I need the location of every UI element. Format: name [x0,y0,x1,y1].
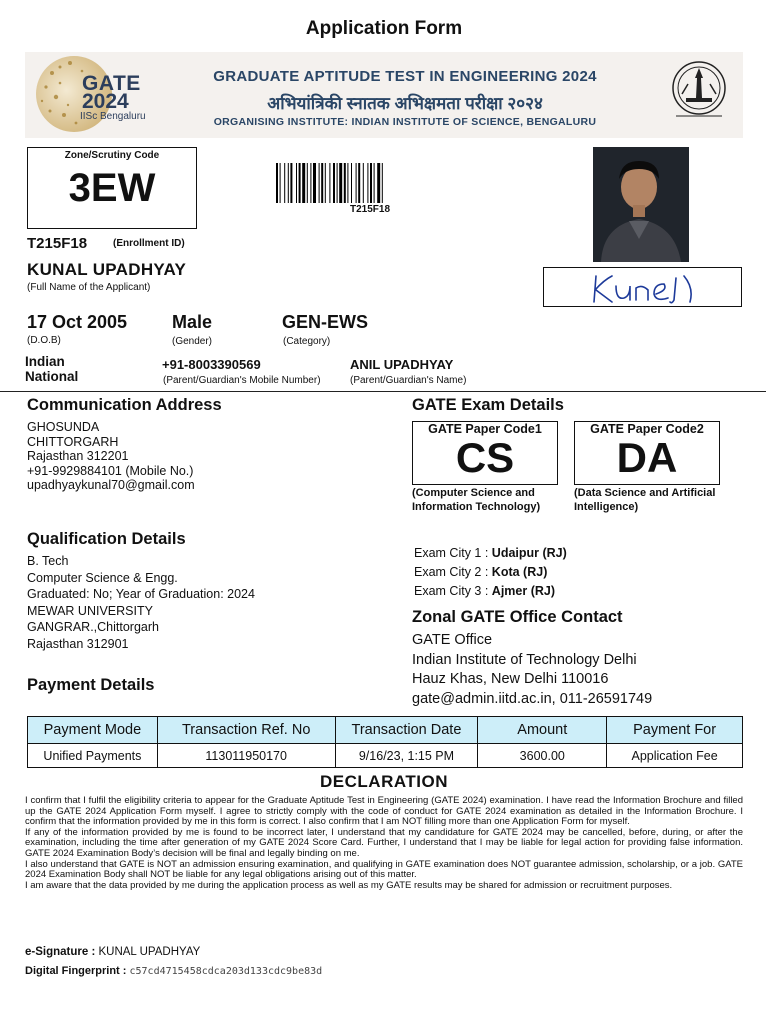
gate-logo-year: 2024 [82,90,129,113]
enrollment-id-label: (Enrollment ID) [113,238,185,249]
applicant-name-label: (Full Name of the Applicant) [27,282,151,293]
exam-city-label: Exam City 1 : [414,546,492,560]
applicant-name: KUNAL UPADHYAY [27,260,187,279]
declaration-paragraph: I confirm that I fulfil the eligibility criteria to appear for the Graduate Aptitude Test in Engineering (GATE 2024) examination. I have read the Information Brochure and filled up the GATE 2024 Application Form myself. I agree to strictly comply with the code of conduct for GATE 2024 examination as detailed in the Information Brochure. I confirm that the information provided by me in this form is correct. I also confirm that I am NOT filling more than one Application Form for myself. [25,795,743,828]
table-row [28,744,743,768]
declaration-paragraph: I also understand that GATE is NOT an admission ensuring examination, and qualifying in GATE examination does NOT guarantee admission, scholarship, or a job. GATE 2024 Examination Body shall NOT be liable for any legal obligations arising out of this matter. [25,858,743,881]
iisc-emblem-icon [664,58,734,122]
exam-city-value: Kota (RJ) [491,565,548,579]
communication-address [27,420,195,493]
nationality [25,354,78,384]
guardian-mobile: +91-8003390569 [162,357,261,372]
zonal-email-phone: gate@admin.iitd.ac.in, 011-26591749 [412,690,653,707]
column-header: Transaction Ref. No [157,717,335,744]
payment-heading: Payment Details [27,676,155,694]
address-line: CHITTORGARH [27,434,119,449]
exam-city-3 [414,582,567,601]
guardian-name-label: (Parent/Guardian's Name) [350,375,467,386]
column-header: Payment For [607,717,743,744]
exam-city-value: Udaipur (RJ) [491,546,567,560]
address-line: GHOSUNDA [27,420,100,434]
zone-code-value: 3EW [68,166,156,210]
column-header: Payment Mode [28,717,158,744]
header-organiser: ORGANISING INSTITUTE: INDIAN INSTITUTE OF SCIENCE, BENGALURU [213,116,597,128]
category-value: GEN-EWS [282,312,369,332]
zonal-office-contact [412,631,652,709]
paper-code1-description [412,487,540,514]
dob-value: 17 Oct 2005 [27,312,128,332]
signature-box [543,267,742,307]
qualification-line: Rajasthan 312901 [27,636,129,651]
address-email: upadhyaykunal70@gmail.com [27,478,195,492]
exam-city-label: Exam City 2 : [414,565,492,579]
qualification-line: Graduated: No; Year of Graduation: 2024 [27,587,255,601]
digital-fingerprint-value: c57cd4715458cdca203d133cdc9be83d [129,966,323,977]
payment-table [27,716,743,768]
header-title-english: GRADUATE APTITUDE TEST IN ENGINEERING 2024 [213,68,597,85]
payment-table-header [28,717,743,744]
paper-code2-desc-line: Intelligence) [574,500,639,513]
qualification-details [27,553,255,652]
column-header: Amount [478,717,607,744]
e-signature-label: e-Signature : [25,946,99,958]
zonal-line: Hauz Khas, New Delhi 110016 [412,671,609,687]
gender-label: (Gender) [172,336,213,347]
gate-exam-heading: GATE Exam Details [412,396,564,414]
qualification-line: MEWAR UNIVERSITY [27,603,153,618]
digital-fingerprint-label: Digital Fingerprint : [25,965,130,977]
section-divider [0,391,766,392]
address-mobile: +91-9929884101 (Mobile No.) [27,463,194,478]
transaction-date-cell: 9/16/23, 1:15 PM [335,744,478,768]
barcode-icon [276,163,464,203]
header-title-hindi: अभियांत्रिकी स्नातक अभिक्षमता परीक्षा २०२४ [267,94,543,113]
transaction-ref-cell: 113011950170 [157,744,335,768]
guardian-name: ANIL UPADHYAY [350,357,454,372]
zonal-line: Indian Institute of Technology Delhi [412,651,637,668]
qualification-line: B. Tech [27,554,69,568]
paper-code2-description [574,487,715,514]
paper-code2-desc-line: (Data Science and Artificial [574,487,716,499]
exam-city-2 [414,563,567,582]
paper-code1-desc-line: (Computer Science and [412,487,535,499]
payment-for-cell: Application Fee [607,744,743,768]
declaration-heading: DECLARATION [320,772,448,791]
nationality-line1: Indian [25,354,65,369]
communication-heading: Communication Address [27,396,222,414]
declaration-paragraph: If any of the information provided by me is found to be incorrect later, I understand that my candidature for GATE 2024 may be cancelled, before, during, or after the examination, including the time after generation of my GATE 2024 Score Card. Further, I understand that I may be liable for legal action for providing false information. GATE 2024 Examination Body’s decision will be final and legally binding on me. [25,826,743,859]
paper-code2-value: DA [616,434,678,481]
paper-code2-label: GATE Paper Code2 [590,422,704,436]
exam-city-label: Exam City 3 : [414,584,492,598]
enrollment-id: T215F18 [27,235,88,252]
paper-code1-label: GATE Paper Code1 [428,422,542,436]
paper-code1-desc-line: Information Technology) [412,500,541,513]
zonal-line: GATE Office [412,632,493,648]
amount-cell: 3600.00 [478,744,607,768]
applicant-photo-icon [593,147,689,262]
applicant-photo [593,147,689,262]
zonal-office-heading: Zonal GATE Office Contact [412,608,623,626]
address-line: Rajasthan 312201 [27,449,129,463]
column-header: Transaction Date [335,717,478,744]
qualification-heading: Qualification Details [27,530,186,548]
page-title: Application Form [305,18,463,39]
gender-value: Male [172,312,213,332]
dob-label: (D.O.B) [27,335,61,346]
e-signature [25,946,200,958]
guardian-mobile-label: (Parent/Guardian's Mobile Number) [163,375,321,386]
paper-code1-value: CS [455,434,515,481]
declaration-text [25,796,743,891]
declaration-paragraph: I am aware that the data provided by me during the application process as well as my GATE results may be shared for admission or recruitment purposes. [25,879,673,891]
signature-icon [544,268,743,308]
digital-fingerprint [25,965,322,977]
qualification-line: GANGRAR.,Chittorgarh [27,620,159,634]
zone-code-label: Zone/Scrutiny Code [64,150,160,161]
nationality-line2: National [25,369,79,384]
gate-logo-text: GATE [82,72,141,95]
payment-mode-cell: Unified Payments [28,744,158,768]
exam-city-value: Ajmer (RJ) [491,584,556,598]
gate-logo-subtitle: IISc Bengaluru [80,111,146,122]
exam-cities [414,544,567,601]
exam-city-1 [414,544,567,563]
e-signature-value: KUNAL UPADHYAY [98,946,201,958]
qualification-line: Computer Science & Engg. [27,570,178,585]
barcode-text: T215F18 [349,204,391,215]
category-label: (Category) [283,336,331,347]
